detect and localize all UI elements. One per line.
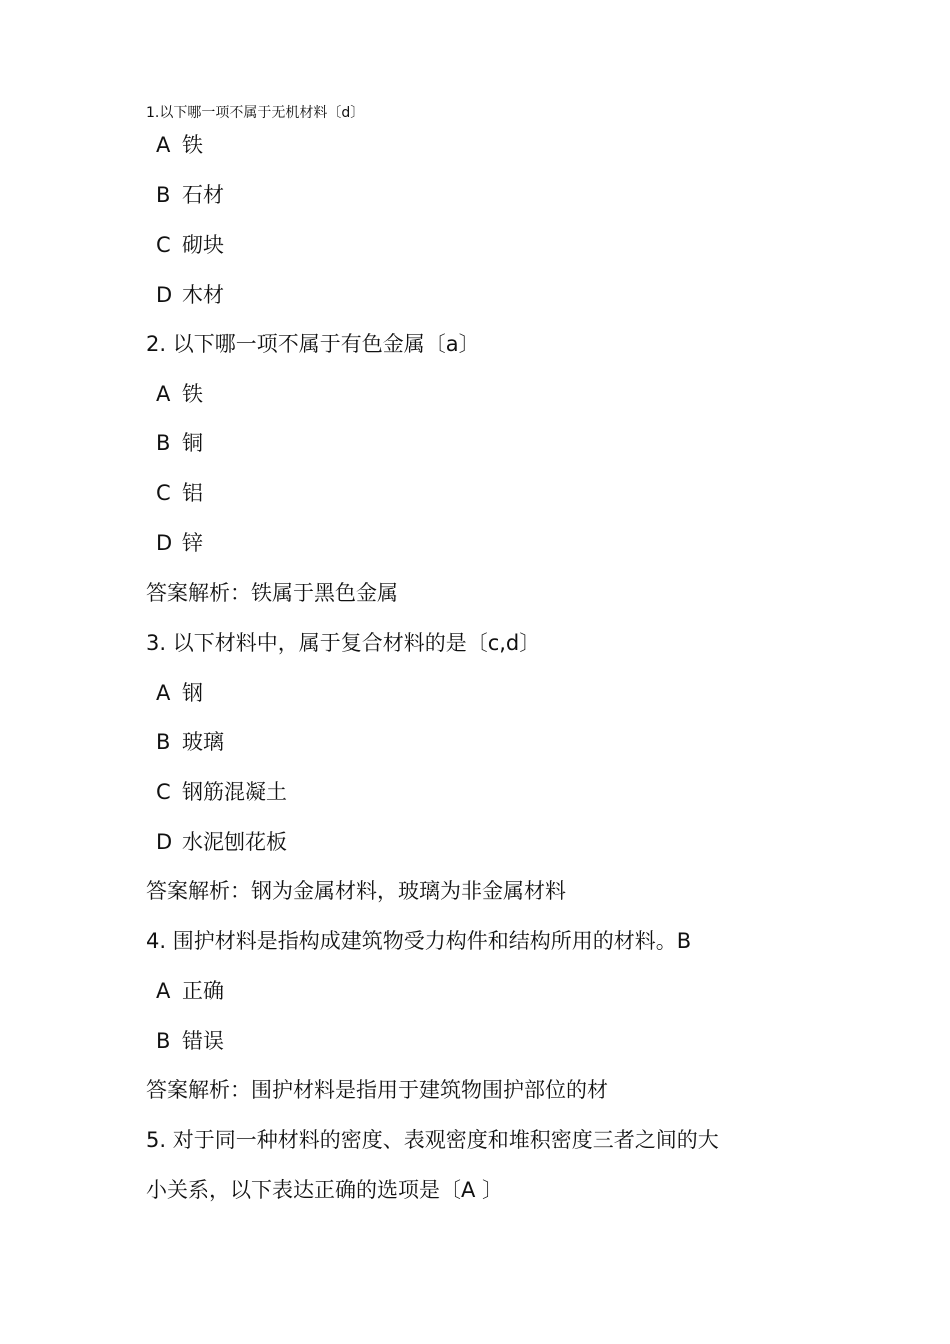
option-row <box>156 680 203 706</box>
option-row <box>156 282 224 308</box>
option-row <box>156 381 203 407</box>
option-text: 正确 <box>182 979 224 1003</box>
option-letter: C <box>156 481 171 505</box>
option-row <box>156 978 224 1004</box>
option-letter: D <box>156 830 173 854</box>
option-text: 钢筋混凝土 <box>182 780 287 804</box>
option-text: 锌 <box>182 531 203 555</box>
option-text: 石材 <box>182 183 224 207</box>
option-letter: B <box>156 1029 171 1053</box>
option-letter: D <box>156 283 173 307</box>
question-5-text-line-1: 5. 对于同一种材料的密度、表观密度和堆积密度三者之间的大 <box>146 1128 719 1152</box>
option-text: 铁 <box>182 382 203 406</box>
option-row <box>156 480 203 506</box>
option-text: 铜 <box>182 431 203 455</box>
option-text: 木材 <box>182 283 224 307</box>
answer-explanation-4: 答案解析：围护材料是指用于建筑物围护部位的材 <box>146 1078 608 1102</box>
question-4-text: 4. 围护材料是指构成建筑物受力构件和结构所用的材料。B <box>146 929 692 953</box>
option-letter: C <box>156 233 171 257</box>
option-letter: A <box>156 979 171 1003</box>
option-letter: A <box>156 133 171 157</box>
option-text: 砌块 <box>182 233 224 257</box>
option-row <box>156 729 224 755</box>
option-letter: B <box>156 730 171 754</box>
option-letter: B <box>156 183 171 207</box>
question-1-text: 1.以下哪一项不属于无机材料〔d〕 <box>146 105 365 121</box>
option-row <box>156 430 203 456</box>
option-text: 水泥刨花板 <box>182 830 287 854</box>
option-text: 钢 <box>182 681 203 705</box>
answer-explanation-3: 答案解析：钢为金属材料，玻璃为非金属材料 <box>146 879 566 903</box>
option-row <box>156 182 224 208</box>
question-2-text: 2. 以下哪一项不属于有色金属〔a〕 <box>146 332 480 356</box>
option-row <box>156 779 287 805</box>
option-text: 铝 <box>182 481 203 505</box>
option-letter: B <box>156 431 171 455</box>
option-letter: A <box>156 681 171 705</box>
option-letter: A <box>156 382 171 406</box>
question-3-text: 3. 以下材料中，属于复合材料的是〔c,d〕 <box>146 631 541 655</box>
option-row <box>156 530 203 556</box>
option-letter: C <box>156 780 171 804</box>
option-text: 错误 <box>182 1029 224 1053</box>
question-5-text-line-2: 小关系，以下表达正确的选项是〔A 〕 <box>146 1178 504 1202</box>
option-letter: D <box>156 531 173 555</box>
answer-explanation-2: 答案解析：铁属于黑色金属 <box>146 581 398 605</box>
option-row <box>156 829 287 855</box>
option-text: 铁 <box>182 133 203 157</box>
option-text: 玻璃 <box>182 730 224 754</box>
option-row <box>156 232 224 258</box>
option-row <box>156 132 203 158</box>
option-row <box>156 1028 224 1054</box>
